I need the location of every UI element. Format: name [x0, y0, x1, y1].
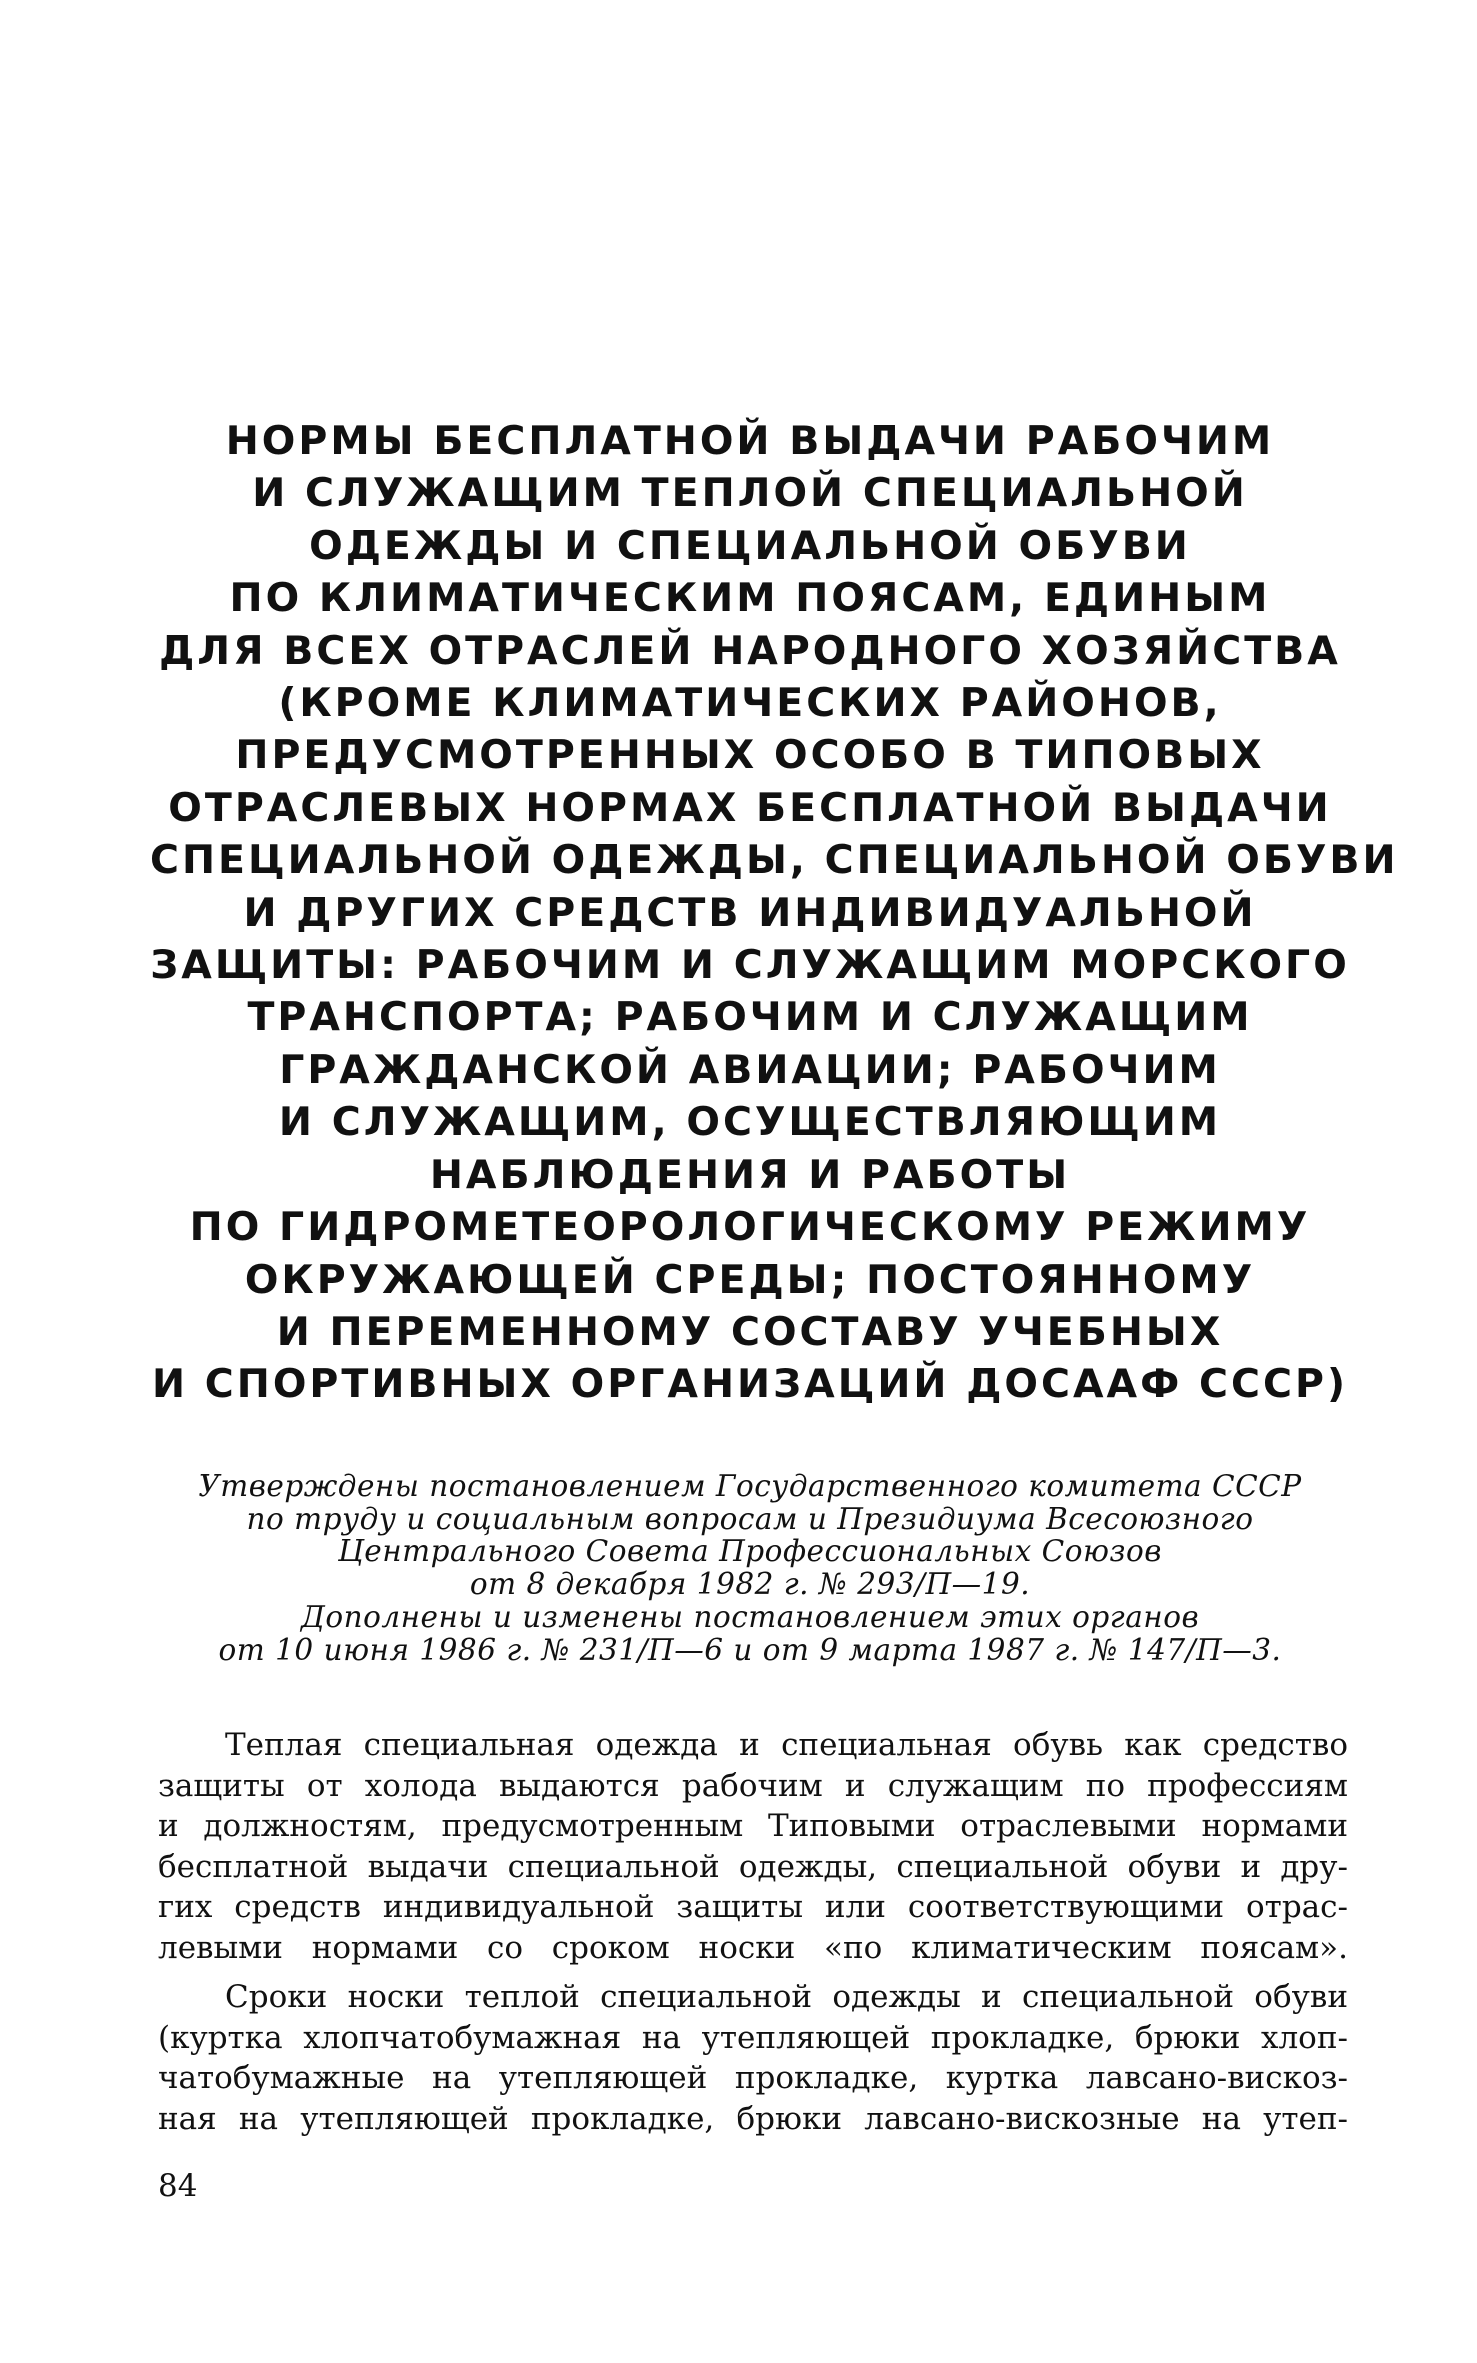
- approval-line: от 8 декабря 1982 г. № 293/П—19.: [469, 1567, 1031, 1602]
- title-line: ПО КЛИМАТИЧЕСКИМ ПОЯСАМ, ЕДИНЫМ: [229, 575, 1271, 622]
- title-line: СПЕЦИАЛЬНОЙ ОДЕЖДЫ, СПЕЦИАЛЬНОЙ ОБУВИ: [150, 837, 1399, 884]
- approval-line: по труду и социальным вопросам и Президиума Всесоюзного: [246, 1501, 1254, 1536]
- title-line: ОКРУЖАЮЩЕЙ СРЕДЫ; ПОСТОЯННОМУ: [244, 1256, 1256, 1303]
- title-line: ДЛЯ ВСЕХ ОТРАСЛЕЙ НАРОДНОГО ХОЗЯЙСТВА: [159, 627, 1341, 674]
- title-line: И ПЕРЕМЕННОМУ СОСТАВУ УЧЕБНЫХ: [276, 1308, 1224, 1355]
- paragraph-1: [158, 1725, 1348, 1968]
- page-number: 84: [158, 2168, 198, 2204]
- title-line: И СЛУЖАЩИМ ТЕПЛОЙ СПЕЦИАЛЬНОЙ: [252, 470, 1248, 517]
- title-line: ЗАЩИТЫ: РАБОЧИМ И СЛУЖАЩИМ МОРСКОГО: [150, 942, 1350, 989]
- body-line: бесплатной выдачи специальной одежды, специальной обуви и дру-: [158, 1848, 1348, 1885]
- body-line: и должностям, предусмотренным Типовыми отраслевыми нормами: [158, 1808, 1348, 1844]
- title-line: НАБЛЮДЕНИЯ И РАБОТЫ: [429, 1151, 1071, 1198]
- body-line: левыми нормами со сроком носки «по климатическим поясам».: [158, 1929, 1348, 1966]
- title-line: ПРЕДУСМОТРЕННЫХ ОСОБО В ТИПОВЫХ: [235, 732, 1265, 779]
- title-line: ТРАНСПОРТА; РАБОЧИМ И СЛУЖАЩИМ: [247, 994, 1253, 1041]
- title-line: ОТРАСЛЕВЫХ НОРМАХ БЕСПЛАТНОЙ ВЫДАЧИ: [168, 784, 1332, 831]
- body-line: гих средств индивидуальной защиты или соответствующими отрас-: [158, 1889, 1348, 1925]
- title-line: ПО ГИДРОМЕТЕОРОЛОГИЧЕСКОМУ РЕЖИМУ: [189, 1204, 1311, 1251]
- title-line: НОРМЫ БЕСПЛАТНОЙ ВЫДАЧИ РАБОЧИМ: [225, 418, 1275, 464]
- approval-note: [150, 1470, 1350, 1666]
- body-line: защиты от холода выдаются рабочим и служащим по профессиям: [158, 1767, 1348, 1804]
- approval-line: Утверждены постановлением Государственного комитета СССР: [198, 1469, 1302, 1503]
- paragraph-2: [158, 1977, 1348, 2139]
- title-line: (КРОМЕ КЛИМАТИЧЕСКИХ РАЙОНОВ,: [278, 680, 1222, 727]
- body-line: Теплая специальная одежда и специальная обувь как средство: [225, 1727, 1348, 1763]
- body-line: (куртка хлопчатобумажная на утепляющей прокладке, брюки хлоп-: [158, 2019, 1348, 2056]
- document-title: [150, 415, 1399, 1411]
- title-line: ОДЕЖДЫ И СПЕЦИАЛЬНОЙ ОБУВИ: [309, 522, 1191, 569]
- body-line: Сроки носки теплой специальной одежды и специальной обуви: [225, 1979, 1348, 2015]
- body-line: ная на утепляющей прокладке, брюки лавсано-вискозные на утеп-: [158, 2100, 1348, 2137]
- approval-line: Дополнены и изменены постановлением этих органов: [300, 1599, 1200, 1634]
- approval-line: от 10 июня 1986 г. № 231/П—6 и от 9 марта 1987 г. № 147/П—3.: [218, 1632, 1282, 1667]
- approval-line: Центрального Совета Профессиональных Союзов: [338, 1534, 1162, 1569]
- title-line: И СПОРТИВНЫХ ОРГАНИЗАЦИЙ ДОСААФ СССР): [152, 1361, 1348, 1408]
- body-text: [158, 1725, 1348, 2148]
- title-line: И ДРУГИХ СРЕДСТВ ИНДИВИДУАЛЬНОЙ: [243, 889, 1257, 936]
- body-line: чатобумажные на утепляющей прокладке, куртка лавсано-вискоз-: [158, 2060, 1348, 2096]
- title-line: И СЛУЖАЩИМ, ОСУЩЕСТВЛЯЮЩИМ: [278, 1099, 1222, 1146]
- title-line: ГРАЖДАНСКОЙ АВИАЦИИ; РАБОЧИМ: [279, 1046, 1221, 1093]
